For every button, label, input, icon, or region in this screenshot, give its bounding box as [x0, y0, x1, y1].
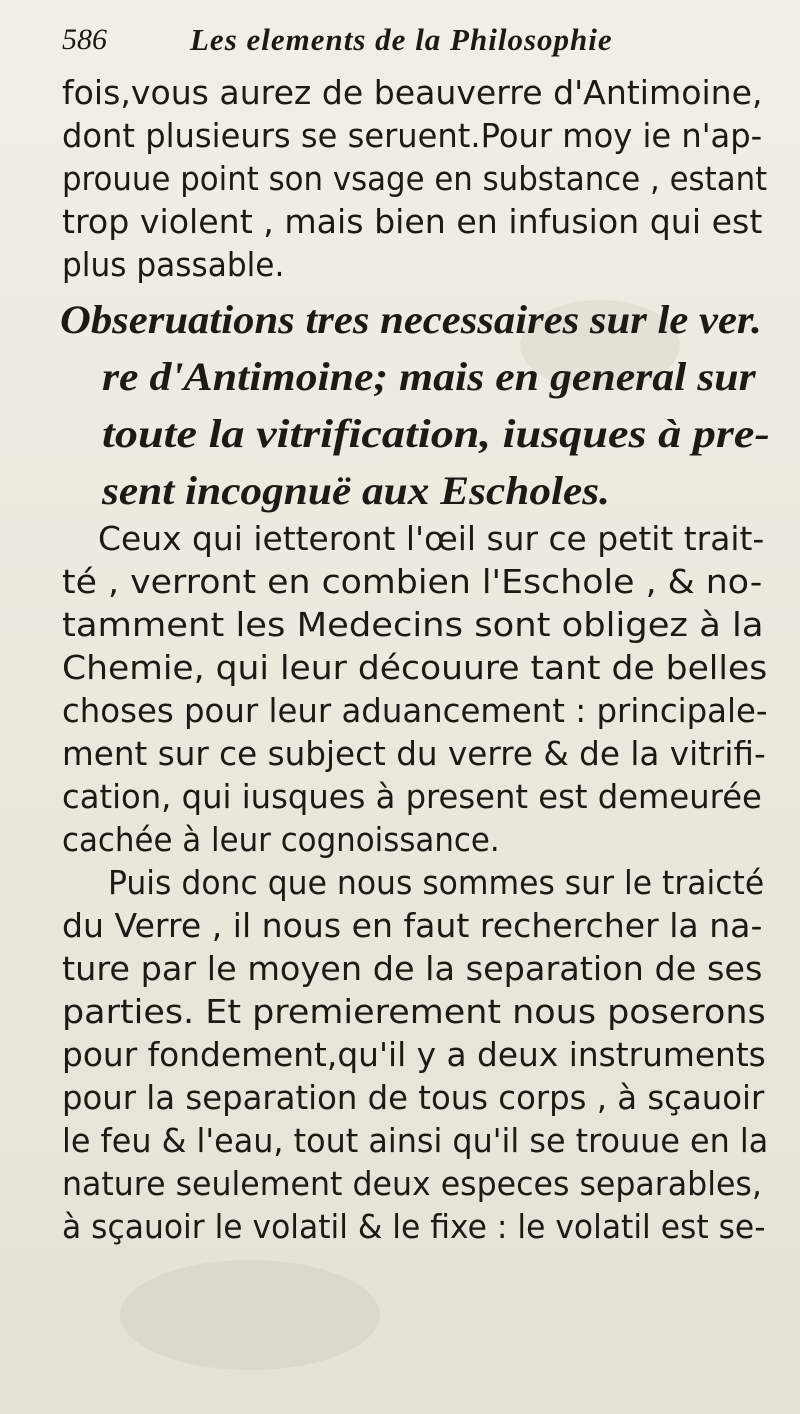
text-line: plus passable. — [62, 245, 285, 284]
heading-line: Obseruations tres necessaires sur le ver. — [60, 297, 762, 342]
heading-line: toute la vitrification, iusques à pre- — [102, 411, 770, 456]
running-title: Les elements de la Philosophie — [190, 22, 613, 57]
page-number: 586 — [62, 23, 107, 56]
text-line: cation, qui iusques à present est demeurée — [62, 777, 762, 816]
paper-stain — [120, 1260, 380, 1370]
heading-line: sent incognuë aux Escholes. — [102, 468, 610, 513]
text-line: ture par le moyen de la separation de ses — [62, 949, 763, 988]
text-line: pour la separation de tous corps , à sçauoir — [62, 1078, 765, 1117]
running-head — [62, 18, 762, 62]
text-line: le feu & l'eau, tout ainsi qu'il se trouue en la — [62, 1121, 769, 1160]
text-line: choses pour leur aduancement : principale- — [62, 691, 768, 730]
text-line: pour fondement,qu'il y a deux instruments — [62, 1035, 766, 1074]
text-line: nature seulement deux especes separables, — [62, 1164, 762, 1203]
text-line: ment sur ce subject du verre & de la vitrifi- — [62, 734, 766, 773]
text-line: à sçauoir le volatil & le fixe : le volatil est se- — [62, 1207, 766, 1246]
text-line: fois,vous aurez de beauverre d'Antimoine, — [62, 73, 763, 112]
text-line: Chemie, qui leur découure tant de belles — [62, 648, 768, 687]
text-line: té , verront en combien l'Eschole , & no- — [62, 562, 763, 601]
text-line: prouue point son vsage en substance , estant — [62, 159, 768, 198]
heading-line: re d'Antimoine; mais en general sur — [102, 354, 756, 399]
text-line: du Verre , il nous en faut rechercher la na- — [62, 906, 763, 945]
text-line: parties. Et premierement nous poserons — [62, 992, 766, 1031]
text-line: Ceux qui ietteront l'œil sur ce petit trait- — [98, 519, 765, 558]
text-line: Puis donc que nous sommes sur le traicté — [108, 863, 765, 902]
text-line: dont plusieurs se seruent.Pour moy ie n'ap- — [62, 116, 763, 155]
text-line: tamment les Medecins sont obligez à la — [62, 605, 764, 644]
text-line: cachée à leur cognoissance. — [62, 820, 500, 859]
text-line: trop violent , mais bien en infusion qui est — [62, 202, 763, 241]
